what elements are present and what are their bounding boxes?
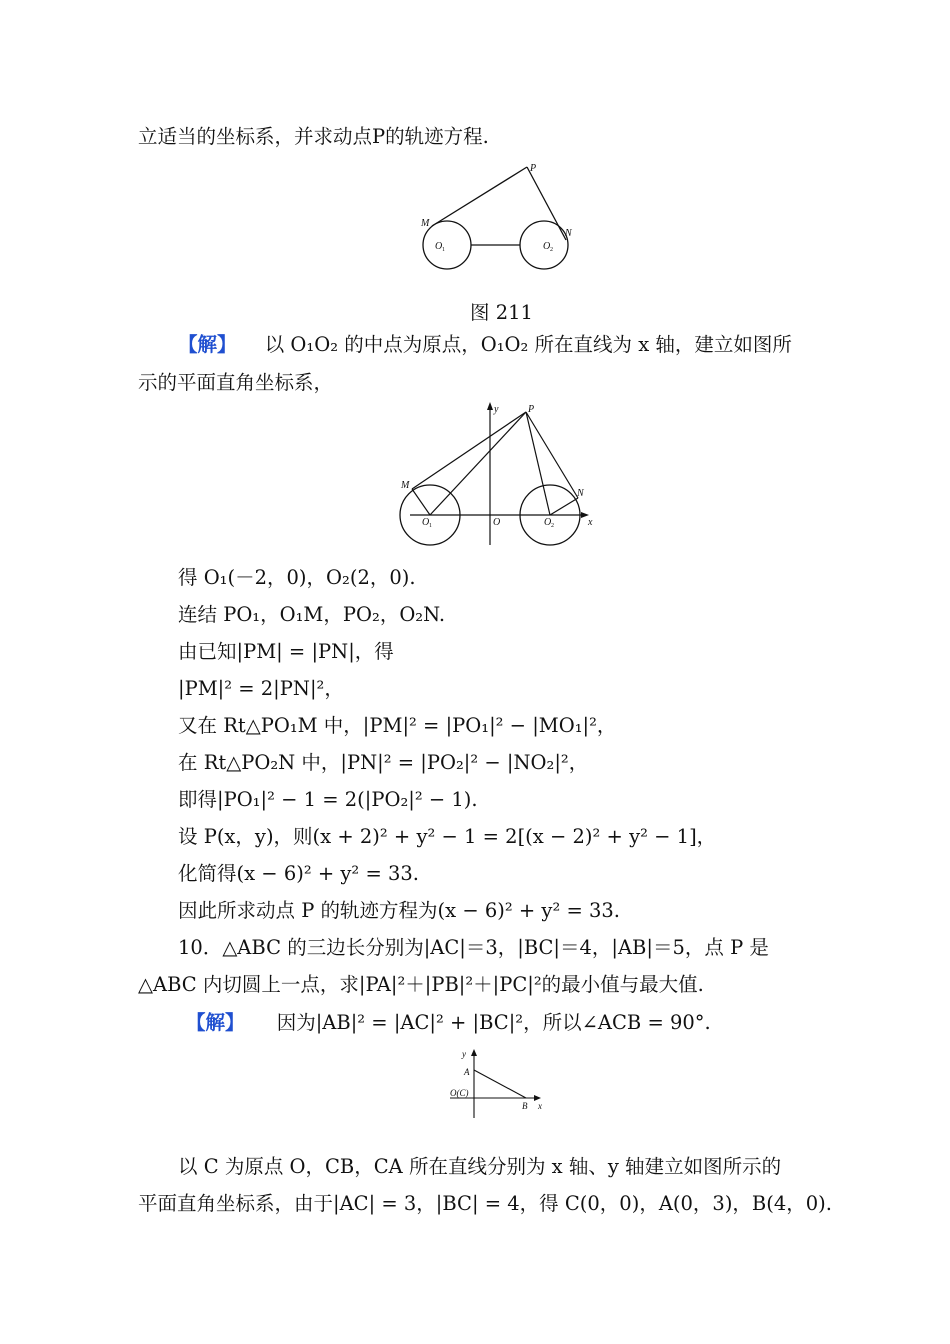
- step-9: 化简得(x − 6)² + y² = 33.: [178, 862, 419, 885]
- solution-1-line-2: 示的平面直角坐标系，: [138, 371, 334, 394]
- solution-2-line-2: 以 C 为原点 O，CB，CA 所在直线分别为 x 轴、y 轴建立如图所示的: [178, 1155, 782, 1178]
- step-3: 由已知|PM| = |PN|，得: [178, 640, 394, 663]
- label-x: x: [538, 1101, 542, 1111]
- label-y: y: [494, 404, 499, 415]
- solution-mark: 【解】: [178, 333, 237, 356]
- figure-caption: 图 211: [470, 301, 533, 324]
- figure-triangle: [440, 1046, 560, 1126]
- solution-2-line-1: [186, 1011, 711, 1035]
- label-o2: O: [543, 241, 551, 252]
- label-oc: O(C): [450, 1088, 469, 1098]
- label-b: B: [522, 1101, 528, 1111]
- solution-mark: 【解】: [186, 1011, 245, 1034]
- tangent-pn: [527, 167, 566, 240]
- segment-po1: [430, 412, 526, 515]
- step-5: 又在 Rt△PO₁M 中，|PM|² = |PO₁|² − |MO₁|²，: [178, 714, 617, 737]
- step-1: 得 O₁(－2，0)，O₂(2，0).: [178, 566, 416, 589]
- step-4: |PM|² = 2|PN|²，: [178, 677, 344, 700]
- solution-2-line-3: 平面直角坐标系，由于|AC| = 3，|BC| = 4，得 C(0，0)，A(0，3)，B(4，0).: [138, 1192, 832, 1215]
- question-10-line-2: △ABC 内切圆上一点，求|PA|²＋|PB|²＋|PC|²的最小值与最大值.: [138, 973, 704, 996]
- label-a: A: [464, 1067, 470, 1077]
- segment-o2n: [550, 498, 578, 515]
- solution-1-text: 以 O₁O₂ 的中点为原点，O₁O₂ 所在直线为 x 轴，建立如图所: [264, 333, 792, 356]
- label-m: M: [421, 218, 430, 229]
- label-p: P: [528, 404, 535, 415]
- step-6: 在 Rt△PO₂N 中，|PN|² = |PO₂|² − |NO₂|²，: [178, 751, 589, 774]
- figure-coordinate-system: [390, 400, 610, 550]
- label-o2-sub: 2: [551, 523, 554, 529]
- label-p: P: [530, 163, 537, 174]
- label-o1: O: [422, 517, 430, 528]
- solution-1-line-1: [178, 333, 792, 357]
- step-7: 即得|PO₁|² − 1 = 2(|PO₂|² − 1).: [178, 788, 478, 811]
- label-n: N: [565, 228, 572, 239]
- label-x: x: [588, 517, 593, 528]
- hypotenuse-ab: [474, 1070, 526, 1098]
- segment-po2: [526, 412, 550, 515]
- label-m: M: [401, 480, 410, 491]
- label-n: N: [577, 488, 584, 499]
- segment-o1m: [412, 489, 430, 515]
- segment-pm: [412, 412, 526, 489]
- label-o1: O: [435, 241, 443, 252]
- y-axis-arrow: [487, 402, 493, 410]
- step-2: 连结 PO₁，O₁M，PO₂，O₂N.: [178, 603, 446, 626]
- y-axis-arrow: [471, 1049, 477, 1056]
- step-10: 因此所求动点 P 的轨迹方程为(x − 6)² + y² = 33.: [178, 899, 621, 922]
- solution-2-text: 因为|AB|² = |AC|² + |BC|²，所以∠ACB = 90°.: [276, 1011, 711, 1034]
- tangent-pm: [432, 167, 527, 226]
- label-o2: O: [544, 517, 552, 528]
- step-8: 设 P(x，y)，则(x + 2)² + y² − 1 = 2[(x − 2)² + y² − 1]，: [178, 825, 717, 848]
- question-10-line-1: 10．△ABC 的三边长分别为|AC|＝3，|BC|＝4，|AB|＝5，点 P 是: [178, 936, 769, 959]
- label-o2-sub: 2: [550, 247, 553, 253]
- label-o: O: [493, 517, 501, 528]
- figure-211: [410, 160, 580, 280]
- label-y: y: [462, 1049, 466, 1059]
- label-o1-sub: 1: [442, 247, 445, 253]
- intro-line: 立适当的坐标系，并求动点P的轨迹方程.: [138, 125, 489, 148]
- circle-o1: [423, 221, 471, 269]
- label-o1-sub: 1: [429, 523, 432, 529]
